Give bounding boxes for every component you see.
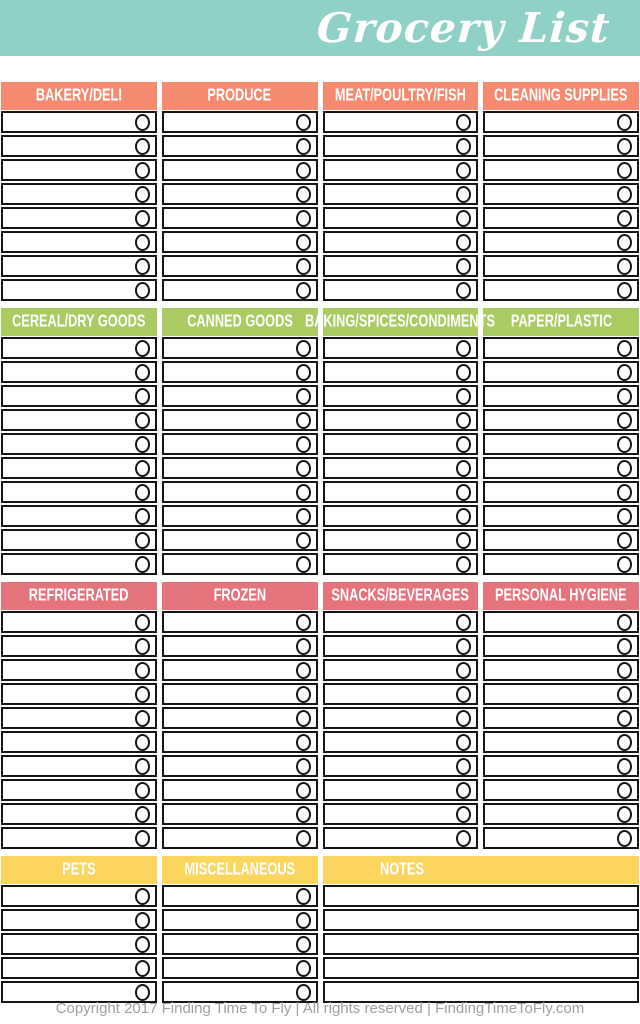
checkbox-circle[interactable]: [135, 412, 150, 429]
list-row[interactable]: [162, 731, 318, 753]
checkbox-circle[interactable]: [296, 662, 311, 679]
section-label: BAKING/SPICES/CONDIMENTS: [305, 312, 496, 332]
checkbox-circle[interactable]: [296, 138, 311, 155]
checkbox-circle[interactable]: [456, 710, 471, 727]
list-row[interactable]: [162, 135, 318, 157]
checkbox-circle[interactable]: [456, 114, 471, 131]
checkbox-circle[interactable]: [456, 556, 471, 573]
list-row[interactable]: [162, 707, 318, 729]
checkbox-circle[interactable]: [296, 936, 311, 953]
checkbox-circle[interactable]: [296, 614, 311, 631]
checkbox-circle[interactable]: [617, 508, 632, 525]
checkbox-circle[interactable]: [296, 888, 311, 905]
list-row[interactable]: [1, 409, 157, 431]
list-row[interactable]: [162, 827, 318, 849]
checkbox-circle[interactable]: [456, 686, 471, 703]
list-row[interactable]: [1, 779, 157, 801]
checkbox-circle[interactable]: [135, 888, 150, 905]
checkbox-circle[interactable]: [135, 532, 150, 549]
checkbox-circle[interactable]: [617, 412, 632, 429]
checkbox-circle[interactable]: [456, 508, 471, 525]
section-header-personal-hygiene: [483, 582, 639, 610]
checkbox-circle[interactable]: [135, 758, 150, 775]
checkbox-circle[interactable]: [135, 806, 150, 823]
checkbox-circle[interactable]: [296, 508, 311, 525]
list-row[interactable]: [323, 827, 479, 849]
footer-copyright: Copyright 2017 Finding Time To Fly | All rights reserved | FindingTimeToFly.com: [55, 1000, 585, 1017]
section-header-bakery-deli: [1, 82, 157, 110]
list-row[interactable]: [483, 611, 639, 633]
list-row[interactable]: [162, 755, 318, 777]
list-row[interactable]: [162, 957, 318, 979]
list-row[interactable]: [162, 505, 318, 527]
checkbox-circle[interactable]: [456, 662, 471, 679]
checkbox-circle[interactable]: [456, 210, 471, 227]
checkbox-circle[interactable]: [617, 830, 632, 847]
checkbox-circle[interactable]: [456, 460, 471, 477]
section-label: NOTES: [379, 860, 424, 880]
list-row[interactable]: [323, 505, 479, 527]
list-row[interactable]: [1, 337, 157, 359]
list-row[interactable]: [1, 885, 157, 907]
list-row[interactable]: [162, 933, 318, 955]
checkbox-circle[interactable]: [135, 234, 150, 251]
list-row[interactable]: [323, 111, 479, 133]
section-label: SNACKS/BEVERAGES: [331, 586, 470, 606]
checkbox-circle[interactable]: [617, 234, 632, 251]
checkbox-circle[interactable]: [296, 162, 311, 179]
list-row[interactable]: [162, 909, 318, 931]
list-row[interactable]: [1, 135, 157, 157]
checkbox-circle[interactable]: [296, 734, 311, 751]
list-row[interactable]: [323, 255, 479, 277]
section-label: FROZEN: [213, 586, 266, 606]
checkbox-circle[interactable]: [296, 460, 311, 477]
section-header-baking-spices-condiments: [305, 308, 496, 336]
checkbox-circle[interactable]: [456, 364, 471, 381]
list-row[interactable]: [162, 337, 318, 359]
list-row[interactable]: [483, 135, 639, 157]
checkbox-circle[interactable]: [135, 734, 150, 751]
checkbox-circle[interactable]: [456, 162, 471, 179]
list-row[interactable]: [323, 803, 479, 825]
checkbox-circle[interactable]: [296, 436, 311, 453]
checkbox-circle[interactable]: [296, 484, 311, 501]
checkbox-circle[interactable]: [456, 138, 471, 155]
checkbox-circle[interactable]: [617, 556, 632, 573]
list-row[interactable]: [162, 159, 318, 181]
checkbox-circle[interactable]: [617, 210, 632, 227]
checkbox-circle[interactable]: [135, 936, 150, 953]
checkbox-circle[interactable]: [617, 734, 632, 751]
checkbox-circle[interactable]: [135, 114, 150, 131]
checkbox-circle[interactable]: [617, 460, 632, 477]
checkbox-circle[interactable]: [135, 138, 150, 155]
list-row[interactable]: [1, 611, 157, 633]
list-row[interactable]: [323, 279, 479, 301]
checkbox-circle[interactable]: [456, 484, 471, 501]
band-4: [1, 856, 639, 1005]
list-row[interactable]: [483, 183, 639, 205]
list-row[interactable]: [483, 159, 639, 181]
list-row[interactable]: [1, 957, 157, 979]
checkbox-circle[interactable]: [617, 436, 632, 453]
list-row[interactable]: [483, 683, 639, 705]
section-header-cereal-dry-goods: [1, 308, 157, 336]
list-row[interactable]: [162, 409, 318, 431]
list-row[interactable]: [1, 933, 157, 955]
section-header-pets: [1, 856, 157, 884]
list-row[interactable]: [323, 361, 479, 383]
list-row[interactable]: [162, 255, 318, 277]
checkbox-circle[interactable]: [296, 234, 311, 251]
checkbox-circle[interactable]: [296, 638, 311, 655]
list-row[interactable]: [483, 731, 639, 753]
checkbox-circle[interactable]: [296, 758, 311, 775]
section-pets: [1, 856, 157, 1005]
list-row[interactable]: [1, 683, 157, 705]
list-row[interactable]: [323, 659, 479, 681]
list-row[interactable]: [162, 659, 318, 681]
checkbox-circle[interactable]: [135, 484, 150, 501]
section-label: CEREAL/DRY GOODS: [12, 312, 146, 332]
checkbox-circle[interactable]: [296, 710, 311, 727]
list-row[interactable]: [1, 207, 157, 229]
checkbox-circle[interactable]: [135, 984, 150, 1001]
band-2: [1, 308, 639, 577]
checkbox-circle[interactable]: [617, 782, 632, 799]
list-row[interactable]: [323, 707, 479, 729]
checkbox-circle[interactable]: [456, 614, 471, 631]
checkbox-circle[interactable]: [296, 806, 311, 823]
list-row[interactable]: [1, 755, 157, 777]
list-row[interactable]: [483, 207, 639, 229]
checkbox-circle[interactable]: [135, 340, 150, 357]
section-label: MISCELLANEOUS: [184, 860, 295, 880]
list-row[interactable]: [483, 827, 639, 849]
list-row[interactable]: [1, 909, 157, 931]
checkbox-circle[interactable]: [617, 532, 632, 549]
list-row[interactable]: [1, 231, 157, 253]
list-row[interactable]: [483, 111, 639, 133]
section-header-miscellaneous: [162, 856, 318, 884]
checkbox-circle[interactable]: [296, 912, 311, 929]
checkbox-circle[interactable]: [296, 412, 311, 429]
list-row[interactable]: [162, 683, 318, 705]
list-row[interactable]: [1, 635, 157, 657]
list-row[interactable]: [483, 481, 639, 503]
checkbox-circle[interactable]: [617, 282, 632, 299]
list-row[interactable]: [162, 481, 318, 503]
checkbox-circle[interactable]: [456, 638, 471, 655]
list-row[interactable]: [323, 385, 479, 407]
list-row[interactable]: [483, 409, 639, 431]
checkbox-circle[interactable]: [296, 830, 311, 847]
checkbox-circle[interactable]: [135, 436, 150, 453]
section-label: PETS: [62, 860, 96, 880]
checkbox-circle[interactable]: [456, 532, 471, 549]
list-row[interactable]: [323, 159, 479, 181]
section-header-frozen: [162, 582, 318, 610]
checkbox-circle[interactable]: [617, 638, 632, 655]
section-label: MEAT/POULTRY/FISH: [334, 86, 466, 106]
list-row[interactable]: [483, 361, 639, 383]
checkbox-circle[interactable]: [617, 614, 632, 631]
band-1: [1, 82, 639, 303]
section-label: PRODUCE: [207, 86, 272, 106]
list-row[interactable]: [162, 803, 318, 825]
grocery-grid: [1, 82, 639, 1010]
section-miscellaneous: [162, 856, 318, 1005]
checkbox-circle[interactable]: [135, 556, 150, 573]
checkbox-circle[interactable]: [617, 114, 632, 131]
list-row[interactable]: [323, 755, 479, 777]
checkbox-circle[interactable]: [456, 734, 471, 751]
list-row[interactable]: [323, 433, 479, 455]
list-row[interactable]: [1, 707, 157, 729]
section-header-meat-poultry-fish: [323, 82, 479, 110]
checkbox-circle[interactable]: [135, 162, 150, 179]
checkbox-circle[interactable]: [296, 686, 311, 703]
checkbox-circle[interactable]: [135, 258, 150, 275]
checkbox-circle[interactable]: [617, 364, 632, 381]
section-label: REFRIGERATED: [29, 586, 129, 606]
section-label: PAPER/PLASTIC: [510, 312, 612, 332]
checkbox-circle[interactable]: [617, 484, 632, 501]
list-row[interactable]: [323, 635, 479, 657]
section-label: PERSONAL HYGIENE: [495, 586, 627, 606]
checkbox-circle[interactable]: [135, 638, 150, 655]
section-meat-poultry-fish: [323, 82, 479, 303]
checkbox-circle[interactable]: [617, 662, 632, 679]
checkbox-circle[interactable]: [296, 364, 311, 381]
notes-row[interactable]: [323, 885, 640, 907]
checkbox-circle[interactable]: [296, 340, 311, 357]
list-row[interactable]: [162, 885, 318, 907]
checkbox-circle[interactable]: [617, 340, 632, 357]
checkbox-circle[interactable]: [135, 210, 150, 227]
checkbox-circle[interactable]: [135, 614, 150, 631]
checkbox-circle[interactable]: [617, 258, 632, 275]
list-row[interactable]: [162, 279, 318, 301]
checkbox-circle[interactable]: [617, 758, 632, 775]
list-row[interactable]: [1, 457, 157, 479]
notes-row[interactable]: [323, 909, 640, 931]
list-row[interactable]: [1, 659, 157, 681]
checkbox-circle[interactable]: [456, 782, 471, 799]
list-row[interactable]: [483, 755, 639, 777]
list-row[interactable]: [483, 529, 639, 551]
checkbox-circle[interactable]: [296, 984, 311, 1001]
list-row[interactable]: [1, 553, 157, 575]
list-row[interactable]: [162, 457, 318, 479]
checkbox-circle[interactable]: [135, 364, 150, 381]
checkbox-circle[interactable]: [135, 686, 150, 703]
checkbox-circle[interactable]: [456, 436, 471, 453]
checkbox-circle[interactable]: [135, 710, 150, 727]
checkbox-circle[interactable]: [135, 508, 150, 525]
checkbox-circle[interactable]: [456, 412, 471, 429]
list-row[interactable]: [323, 457, 479, 479]
list-row[interactable]: [1, 279, 157, 301]
checkbox-circle[interactable]: [296, 556, 311, 573]
list-row[interactable]: [483, 803, 639, 825]
checkbox-circle[interactable]: [456, 806, 471, 823]
section-header-produce: [162, 82, 318, 110]
section-label: CLEANING SUPPLIES: [494, 86, 628, 106]
list-row[interactable]: [1, 183, 157, 205]
section-label: CANNED GOODS: [186, 312, 293, 332]
checkbox-circle[interactable]: [456, 258, 471, 275]
section-baking-spices-condiments: [305, 308, 496, 577]
section-snacks-beverages: [323, 582, 479, 851]
list-row[interactable]: [162, 361, 318, 383]
checkbox-circle[interactable]: [617, 138, 632, 155]
list-row[interactable]: [323, 553, 479, 575]
checkbox-circle[interactable]: [296, 258, 311, 275]
checkbox-circle[interactable]: [296, 960, 311, 977]
section-cereal-dry-goods: [1, 308, 157, 577]
checkbox-circle[interactable]: [135, 460, 150, 477]
list-row[interactable]: [1, 529, 157, 551]
checkbox-circle[interactable]: [456, 234, 471, 251]
list-row[interactable]: [1, 505, 157, 527]
checkbox-circle[interactable]: [456, 282, 471, 299]
list-row[interactable]: [323, 207, 479, 229]
list-row[interactable]: [162, 231, 318, 253]
list-row[interactable]: [323, 183, 479, 205]
list-row[interactable]: [162, 635, 318, 657]
section-frozen: [162, 582, 318, 851]
section-header-snacks-beverages: [323, 582, 479, 610]
list-row[interactable]: [162, 611, 318, 633]
list-row[interactable]: [162, 183, 318, 205]
notes-row[interactable]: [323, 957, 640, 979]
list-row[interactable]: [483, 255, 639, 277]
list-row[interactable]: [323, 481, 479, 503]
list-row[interactable]: [1, 255, 157, 277]
list-row[interactable]: [162, 207, 318, 229]
checkbox-circle[interactable]: [617, 388, 632, 405]
list-row[interactable]: [323, 529, 479, 551]
list-row[interactable]: [483, 279, 639, 301]
list-row[interactable]: [1, 803, 157, 825]
list-row[interactable]: [1, 361, 157, 383]
checkbox-circle[interactable]: [296, 388, 311, 405]
checkbox-circle[interactable]: [296, 782, 311, 799]
checkbox-circle[interactable]: [617, 710, 632, 727]
list-row[interactable]: [162, 529, 318, 551]
checkbox-circle[interactable]: [135, 282, 150, 299]
checkbox-circle[interactable]: [456, 340, 471, 357]
checkbox-circle[interactable]: [296, 210, 311, 227]
checkbox-circle[interactable]: [135, 186, 150, 203]
list-row[interactable]: [483, 337, 639, 359]
checkbox-circle[interactable]: [135, 782, 150, 799]
checkbox-circle[interactable]: [296, 282, 311, 299]
checkbox-circle[interactable]: [617, 162, 632, 179]
section-personal-hygiene: [483, 582, 639, 851]
list-row[interactable]: [323, 611, 479, 633]
list-row[interactable]: [1, 827, 157, 849]
checkbox-circle[interactable]: [135, 960, 150, 977]
list-row[interactable]: [162, 779, 318, 801]
section-paper-plastic: [483, 308, 639, 577]
section-header-refrigerated: [1, 582, 157, 610]
list-row[interactable]: [483, 231, 639, 253]
list-row[interactable]: [483, 385, 639, 407]
checkbox-circle[interactable]: [296, 186, 311, 203]
checkbox-circle[interactable]: [135, 830, 150, 847]
list-row[interactable]: [1, 481, 157, 503]
section-cleaning-supplies: [483, 82, 639, 303]
list-row[interactable]: [323, 683, 479, 705]
section-header-paper-plastic: [483, 308, 639, 336]
list-row[interactable]: [323, 779, 479, 801]
band-3: [1, 582, 639, 851]
header-band: [0, 0, 640, 56]
list-row[interactable]: [1, 731, 157, 753]
checkbox-circle[interactable]: [456, 186, 471, 203]
section-header-cleaning-supplies: [483, 82, 639, 110]
list-row[interactable]: [483, 779, 639, 801]
list-row[interactable]: [323, 135, 479, 157]
section-canned-goods: [162, 308, 318, 577]
checkbox-circle[interactable]: [456, 830, 471, 847]
section-bakery-deli: [1, 82, 157, 303]
list-row[interactable]: [483, 707, 639, 729]
list-row[interactable]: [483, 553, 639, 575]
list-row[interactable]: [162, 433, 318, 455]
list-row[interactable]: [1, 385, 157, 407]
checkbox-circle[interactable]: [135, 912, 150, 929]
section-refrigerated: [1, 582, 157, 851]
list-row[interactable]: [162, 553, 318, 575]
section-notes: [323, 856, 640, 1005]
section-label: BAKERY/DELI: [35, 86, 122, 106]
checkbox-circle[interactable]: [296, 532, 311, 549]
list-row[interactable]: [1, 433, 157, 455]
list-row[interactable]: [323, 731, 479, 753]
notes-row[interactable]: [323, 933, 640, 955]
list-row[interactable]: [1, 111, 157, 133]
checkbox-circle[interactable]: [456, 388, 471, 405]
list-row[interactable]: [483, 505, 639, 527]
list-row[interactable]: [323, 337, 479, 359]
checkbox-circle[interactable]: [617, 186, 632, 203]
section-produce: [162, 82, 318, 303]
list-row[interactable]: [162, 111, 318, 133]
checkbox-circle[interactable]: [617, 686, 632, 703]
page-title: Grocery List: [315, 3, 612, 52]
list-row[interactable]: [323, 231, 479, 253]
list-row[interactable]: [483, 659, 639, 681]
list-row[interactable]: [323, 409, 479, 431]
list-row[interactable]: [1, 159, 157, 181]
list-row[interactable]: [483, 457, 639, 479]
checkbox-circle[interactable]: [617, 806, 632, 823]
checkbox-circle[interactable]: [296, 114, 311, 131]
list-row[interactable]: [483, 635, 639, 657]
checkbox-circle[interactable]: [135, 388, 150, 405]
list-row[interactable]: [483, 433, 639, 455]
checkbox-circle[interactable]: [135, 662, 150, 679]
list-row[interactable]: [162, 385, 318, 407]
checkbox-circle[interactable]: [456, 758, 471, 775]
section-header-notes: [323, 856, 640, 884]
